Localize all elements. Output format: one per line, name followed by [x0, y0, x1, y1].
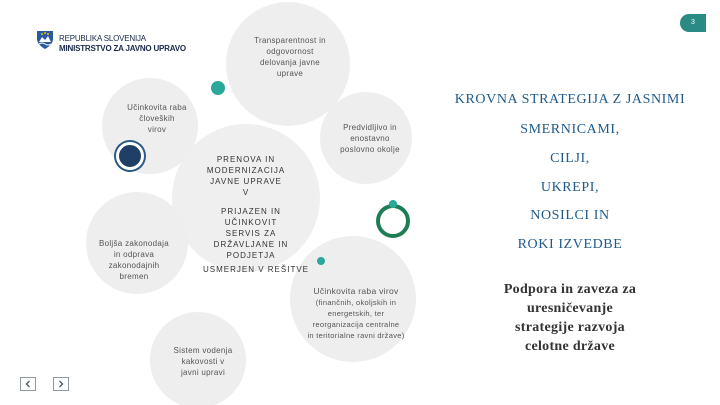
teal-dot-small — [317, 257, 325, 265]
support-text: Podpora in zaveza za uresničevanje strategije razvoja celotne države — [503, 282, 637, 354]
label-transparency: Transparentnost in odgovornost delovanja javne uprave — [254, 36, 326, 78]
label-legislation: Boljša zakonodaja in odprava zakonodajnih bremen — [98, 239, 170, 281]
strategy-title-line-5: NOSILCI IN — [530, 208, 610, 223]
slovenia-coat-of-arms-icon — [36, 30, 54, 50]
teal-ring-dot — [389, 200, 397, 208]
org-line-1: REPUBLIKA SLOVENIJA — [59, 34, 146, 43]
page-number: 3 — [680, 14, 706, 32]
previous-slide-button[interactable] — [20, 377, 36, 391]
strategy-title-line-3: CILJI, — [550, 151, 590, 166]
next-slide-button[interactable] — [53, 377, 69, 391]
label-quality: Sistem vodenja kakovosti v javni upravi — [173, 346, 233, 377]
chevron-left-icon — [24, 380, 32, 388]
label-resources-detail: (finančnih, okoljskih in energetskih, ter reorganizacija centralne in teritorialne ravni države) — [307, 298, 405, 340]
organization-name — [59, 34, 186, 54]
strategy-title-line-2: SMERNICAMI, — [520, 122, 620, 137]
label-business-environment: Predvidljivo in enostavno poslovno okolje — [340, 123, 400, 154]
strategy-title-line-4: UKREPI, — [540, 180, 600, 195]
label-solution-oriented: USMERJEN V REŠITVE — [202, 265, 309, 274]
org-line-2: MINISTRSTVO ZA JAVNO UPRAVO — [59, 44, 186, 53]
chevron-right-icon — [57, 380, 65, 388]
teal-dot — [211, 81, 225, 95]
teal-ring — [376, 204, 410, 238]
strategy-title-line-6: ROKI IZVEDBE — [517, 237, 623, 252]
label-center-title: PRENOVA IN MODERNIZACIJA JAVNE UPRAVE V — [206, 155, 286, 197]
label-resources-title: Učinkovita raba virov — [313, 286, 399, 296]
label-human-resources: Učinkovita raba človeških virov — [127, 103, 187, 134]
navy-ring — [116, 142, 144, 170]
label-center-subtitle: PRIJAZEN IN UČINKOVIT SERVIS ZA DRŽAVLJANE IN PODJETJA — [213, 207, 289, 260]
strategy-title-line-1: KROVNA STRATEGIJA Z JASNIMI — [454, 92, 686, 107]
